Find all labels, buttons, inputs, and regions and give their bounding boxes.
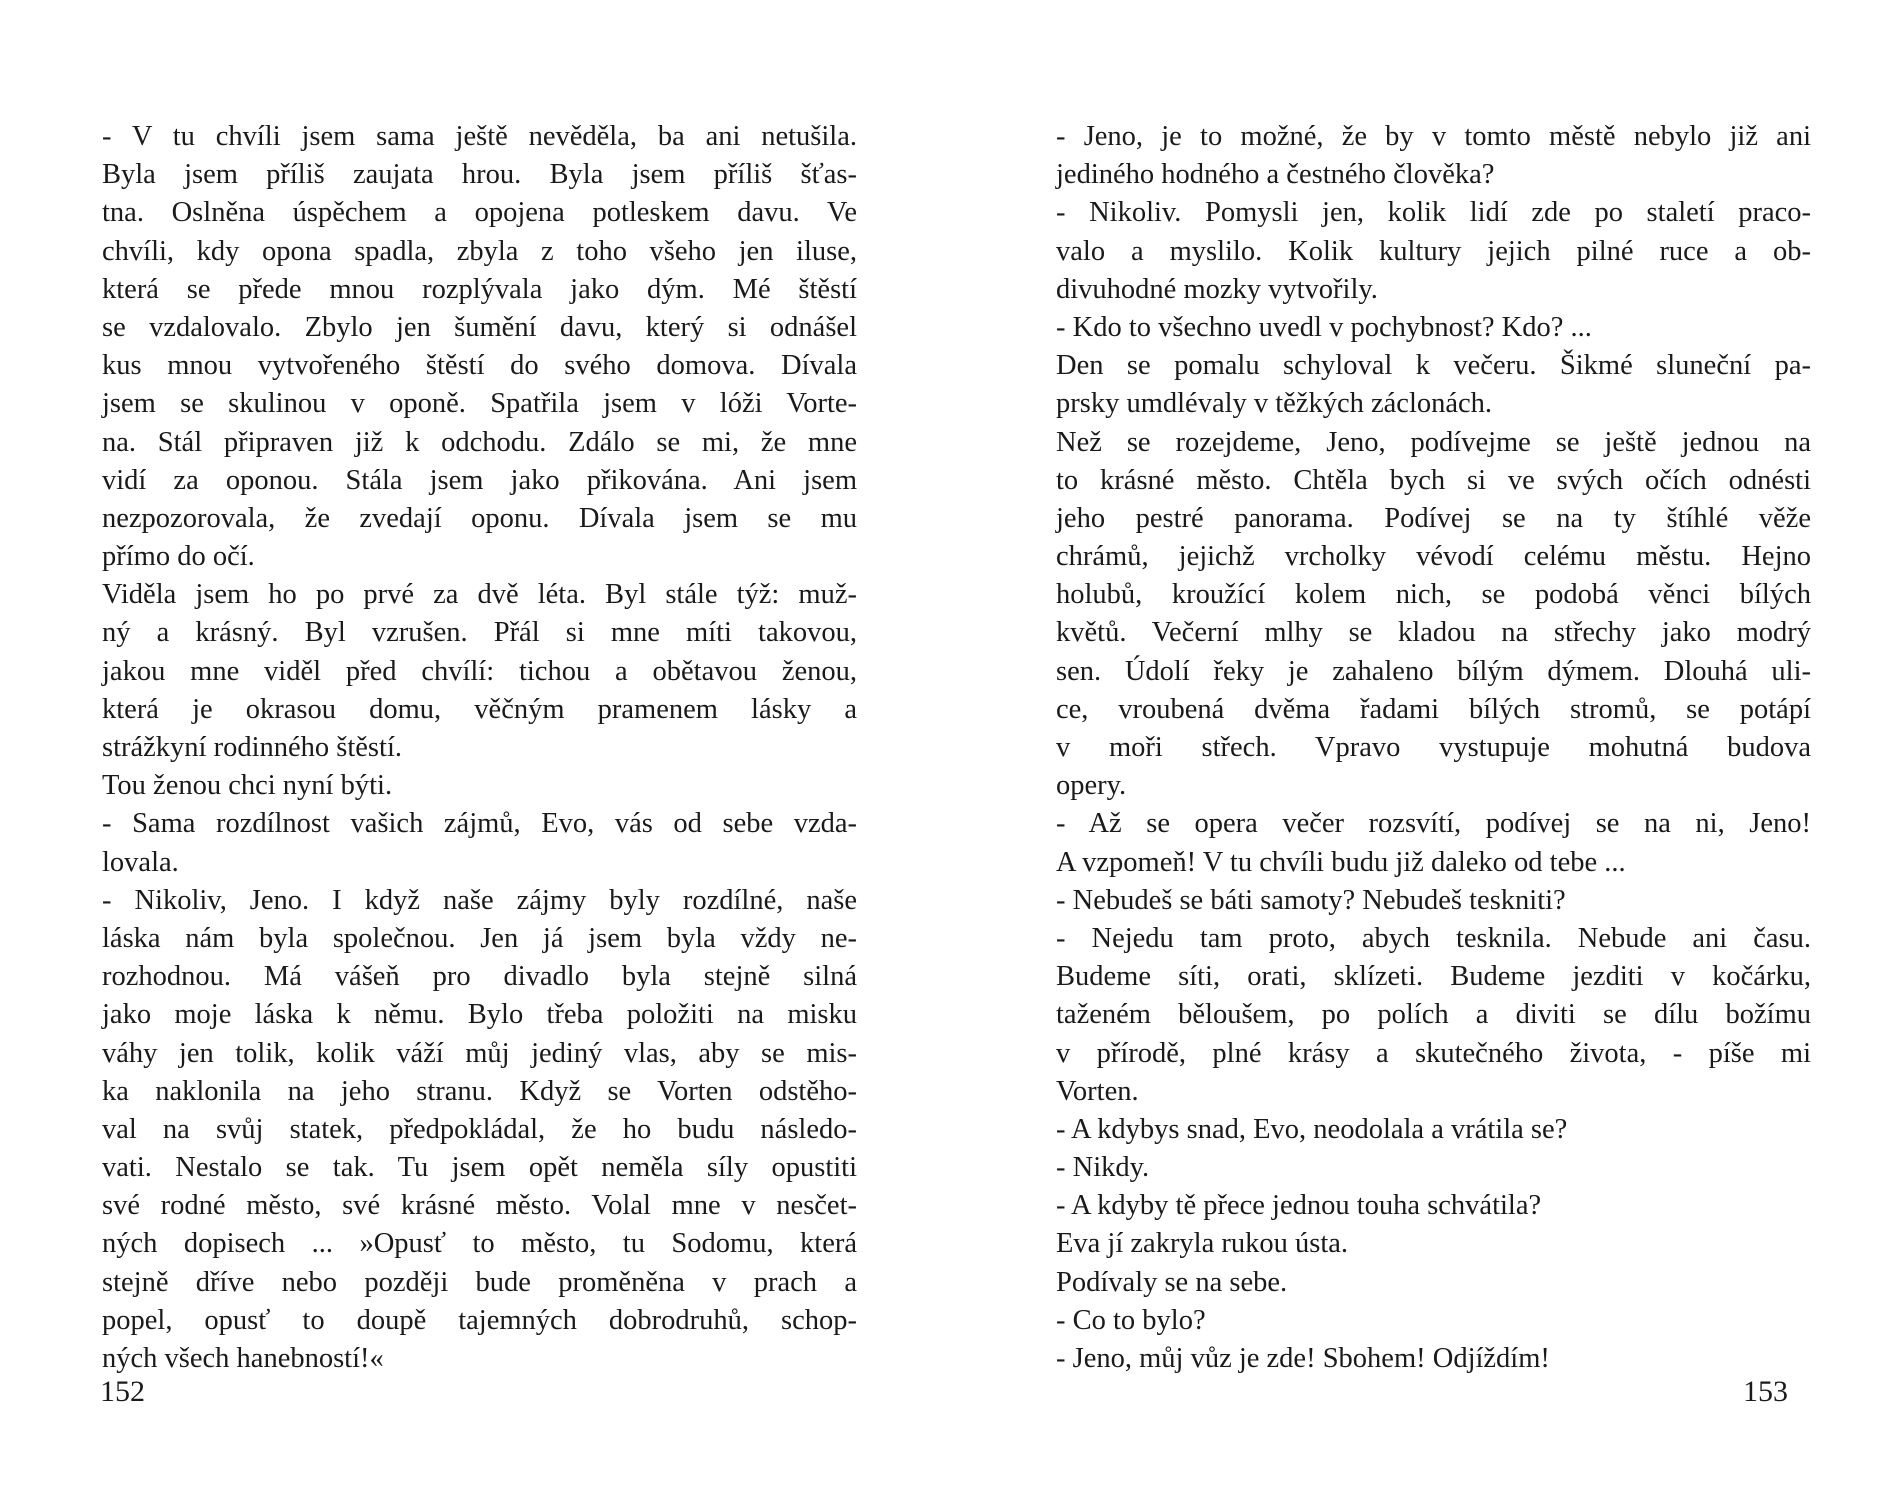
text-line: - Jeno, je to možné, že by v tomto městě nebylo již ani	[1056, 121, 1811, 152]
text-line: vidí za oponou. Stála jsem jako přikována. Ani jsem	[102, 464, 857, 496]
right-page	[948, 0, 1896, 1500]
text-line: - A kdybys snad, Evo, neodolala a vrátila se?	[1056, 1113, 1568, 1145]
text-line: tna. Oslněna úspěchem a opojena potleskem davu. Ve	[102, 197, 857, 229]
text-line: strážkyní rodinného štěstí.	[102, 732, 402, 763]
right-page-text	[1056, 118, 1811, 1378]
text-line: jeho pestré panorama. Podívej se na ty štíhlé věže	[1056, 502, 1811, 534]
text-line: květů. Večerní mlhy se kladou na střechy jako modrý	[1056, 617, 1811, 649]
text-line: jakou mne viděl před chvílí: tichou a obětavou ženou,	[102, 655, 857, 687]
text-line: jediného hodného a čestného člověka?	[1056, 159, 1495, 191]
text-line: - Až se opera večer rozsvítí, podívej se na ni, Jeno!	[1056, 808, 1811, 840]
text-line: Viděla jsem ho po prvé za dvě léta. Byl stále týž: muž-	[102, 579, 857, 611]
text-line: - Nejedu tam proto, abych tesknila. Nebude ani času.	[1056, 922, 1811, 954]
text-line: přímo do očí.	[102, 541, 255, 573]
text-line: váhy jen tolik, kolik váží můj jediný vlas, aby se mis-	[102, 1037, 857, 1069]
text-line: chrámů, jejichž vrcholky vévodí celému městu. Hejno	[1056, 541, 1811, 573]
text-line: ka naklonila na jeho stranu. Když se Vorten odstěho-	[102, 1075, 857, 1107]
text-line: v přírodě, plné krásy a skutečného života, - píše mi	[1056, 1037, 1811, 1069]
text-line: - V tu chvíli jsem sama ještě nevěděla, ba ani netušila.	[102, 121, 857, 152]
text-line: val na svůj statek, předpokládal, že ho budu následo-	[102, 1113, 857, 1145]
text-line: se vzdalovalo. Zbylo jen šumění davu, který si odnášel	[102, 311, 857, 343]
text-line: ných všech hanebností!«	[102, 1343, 384, 1374]
text-line: - A kdyby tě přece jednou touha schvátila?	[1056, 1190, 1542, 1222]
text-line: - Nikoliv. Pomysli jen, kolik lidí zde po staletí praco-	[1056, 197, 1811, 229]
text-line: jsem se skulinou v oponě. Spatřila jsem v lóži Vorte-	[102, 388, 857, 420]
left-page-text	[102, 118, 857, 1378]
text-line: A vzpomeň! V tu chvíli budu již daleko od tebe ...	[1056, 846, 1626, 878]
text-line: své rodné město, své krásné město. Volal mne v nesčet-	[102, 1190, 857, 1222]
text-line: Byla jsem příliš zaujata hrou. Byla jsem příliš šťas-	[102, 159, 857, 191]
text-line: jako moje láska k němu. Bylo třeba položiti na misku	[102, 999, 857, 1031]
text-line: - Kdo to všechno uvedl v pochybnost? Kdo? ...	[1056, 311, 1592, 343]
text-line: kus mnou vytvořeného štěstí do svého domova. Dívala	[102, 350, 857, 382]
text-line: - Co to bylo?	[1056, 1304, 1206, 1336]
text-line: Vorten.	[1056, 1075, 1139, 1107]
text-line: Eva jí zakryla rukou ústa.	[1056, 1228, 1349, 1260]
text-line: to krásné město. Chtěla bych si ve svých očích odnésti	[1056, 464, 1811, 496]
text-line: Tou ženou chci nyní býti.	[102, 770, 393, 802]
text-line: stejně dříve nebo později bude proměněna v prach a	[102, 1266, 857, 1298]
text-line: vati. Nestalo se tak. Tu jsem opět neměla síly opustiti	[102, 1152, 857, 1184]
text-line: ný a krásný. Byl vzrušen. Přál si mne míti takovou,	[102, 617, 857, 649]
text-line: Budeme síti, orati, sklízeti. Budeme jezditi v kočárku,	[1056, 961, 1811, 993]
text-line: popel, opusť to doupě tajemných dobrodruhů, schop-	[102, 1304, 857, 1336]
text-line: - Nebudeš se báti samoty? Nebudeš teskniti?	[1056, 884, 1566, 916]
text-line: - Jeno, můj vůz je zde! Sbohem! Odjíždím!	[1056, 1343, 1550, 1374]
text-line: Podívaly se na sebe.	[1056, 1266, 1288, 1298]
text-line: - Sama rozdílnost vašich zájmů, Evo, vás od sebe vzda-	[102, 808, 857, 840]
text-line: - Nikdy.	[1056, 1152, 1150, 1184]
text-line: rozhodnou. Má vášeň pro divadlo byla stejně silná	[102, 961, 857, 993]
text-line: divuhodné mozky vytvořily.	[1056, 273, 1378, 305]
text-line: sen. Údolí řeky je zahaleno bílým dýmem. Dlouhá uli-	[1056, 655, 1811, 687]
text-line: ce, vroubená dvěma řadami bílých stromů, se potápí	[1056, 693, 1811, 725]
text-line: chvíli, kdy opona spadla, zbyla z toho všeho jen iluse,	[102, 235, 857, 267]
text-line: která se přede mnou rozplývala jako dým. Mé štěstí	[102, 273, 857, 305]
text-line: Den se pomalu schyloval k večeru. Šikmé sluneční pa-	[1056, 350, 1811, 382]
text-line: - Nikoliv, Jeno. I když naše zájmy byly rozdílné, naše	[102, 884, 857, 916]
page-number-left: 152	[100, 1375, 145, 1408]
text-line: taženém běloušem, po polích a diviti se dílu božímu	[1056, 999, 1811, 1031]
text-line: ných dopisech ... »Opusť to město, tu Sodomu, která	[102, 1228, 857, 1260]
text-line: na. Stál připraven již k odchodu. Zdálo se mi, že mne	[102, 426, 857, 458]
text-line: v moři střech. Vpravo vystupuje mohutná budova	[1056, 732, 1811, 763]
text-line: lovala.	[102, 846, 179, 878]
text-line: valo a myslilo. Kolik kultury jejich pilné ruce a ob-	[1056, 235, 1811, 267]
text-line: prsky umdlévaly v těžkých záclonách.	[1056, 388, 1493, 420]
page-number-right: 153	[1743, 1375, 1788, 1408]
text-line: holubů, kroužící kolem nich, se podobá věnci bílých	[1056, 579, 1811, 611]
text-line: Než se rozejdeme, Jeno, podívejme se ještě jednou na	[1056, 426, 1811, 458]
text-line: která je okrasou domu, věčným pramenem lásky a	[102, 693, 857, 725]
text-line: opery.	[1056, 770, 1127, 802]
text-line: nezpozorovala, že zvedají oponu. Dívala jsem se mu	[102, 502, 857, 534]
text-line: láska nám byla společnou. Jen já jsem byla vždy ne-	[102, 922, 857, 954]
